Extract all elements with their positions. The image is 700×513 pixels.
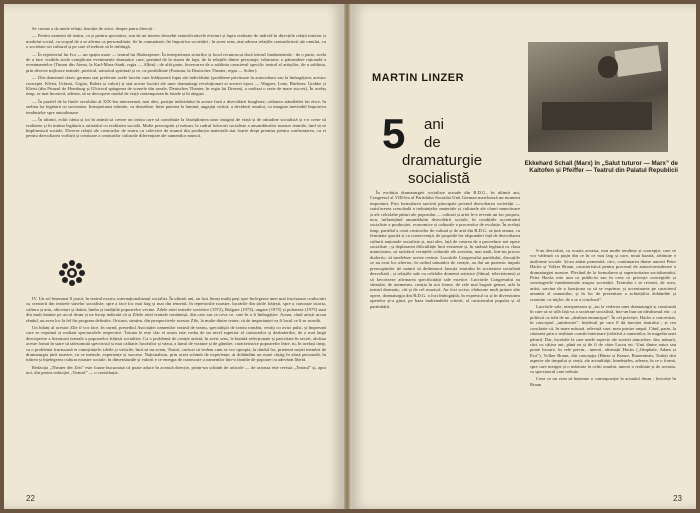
page-number-right: 23 [673, 494, 682, 503]
paragraph: Redacția „Theater der Zeit” este foarte bucuroasă că poate aduce în această direcție, printr-un schimb de articole — de aceasta este revista „Teatrul” și, apoi noi, din partea redacției „Teatrul” — o contribuție. [26, 364, 326, 376]
right-page [350, 4, 696, 509]
paragraph: — În ultimii, echii cânta și tot în animă să creeze un teatru care să contribuie la făuriplinirea unor imagini de viață și de atitudine socialistă și s-o creze să realizeze și în intima legătură a artistului cu realitatea socială. Multe preocupări și măsuri, la cadrul fulcrorii socialiste a ansamblurilor noastre teatrale, tind să se împlinească sociale. Diverse relații ale creatorilor de teatru cu colective de muncă din producția materială stat foarte drept premisa pentru confruntarea, cu ei pentru dezvoltarea vorbirii și creatoare a creaturilor culturale diferențiate ale oamenilor muncii. [26, 117, 326, 139]
photo-figure [598, 56, 618, 78]
paragraph: S-au dezvoltat, cu ocazia aceasta, mai multe tendințe și concepții, care se vor vădează ca puțin din ce în ce mai larg și care, nouă bazată, aleătuite e uniforme sociale. Și-au arătat pomenită, căci, continuarea dintre autorii Peter Hacks și Volker Braun, caracteristică pentru procesul de autoreconsiderare a dramaturgiei noastre. Plecând de la formularea și superioritatea socialismului, Peter Hacks este una ca publicist sau în ceea ce privește concepțiile și convingerile fundamentale asupra societății. Teatrului i se revenit, de acea, artist, sarcina de a funcționa ca să se exprime, și accentuarea pe caracterul umanist al oamenilor, și în loc de prezentare a achizițiilor dobândite și scontate, ca mijloc de a se a concluzii”. [530, 248, 676, 302]
photo-caption: Ekkehard Schall (Marx) în „Salut tuturor — Marx” de Kaltofen și Pfeiffer — Teatrul din Palatul Republicii [524, 160, 678, 174]
photo-sign [614, 45, 661, 77]
page-number-left: 22 [26, 494, 35, 503]
left-text-lower [26, 296, 326, 378]
right-text-col-1 [370, 190, 520, 311]
stage-photo [528, 42, 668, 152]
left-text-upper [26, 26, 326, 141]
paragraph: Ceea ce nu vrea să însemne o contrapoziție la actualul drum ; lectorițe în Braun [530, 376, 676, 387]
title-line: ani [424, 116, 445, 133]
title-numeral: 5 [382, 110, 406, 157]
paragraph: În evoluția dramaturgiei socialiste actuale din R.D.G., în ultimii ani, Congresul al VIII-lea al Partidului Socialist Unit German marchează un moment important. Prin formularea sarcinii principale privind dezvoltarea societății — satisfacerea crescândă a trebuințelor materiale și culturale ale clasei muncitoare și ale celorlalte pături ale poporului — culturii și artei le-a revenit un loc propriu, nou, influențând ansamblului dezvoltării sociale, în condițiile accentuării socialiste a producției, economice și culturale a proceselor de evoluție. În același timp, partidul a creat creatorilor de cultură și de artă din R.D.G. să țină seama, cu fermitate sporită și cu consecvență, de propriile lor răspunderi față de dezvoltarea culturii naționale socialiste și, mai ales, față de crearea de a proceduce noi opere socialiste ; și deplasarea dificultăție încă existente și, în strânsă legătură cu clasa muncitoare, să satisfacă cerințele culturale ale acesteia, mai mult, într-un proces dialectic, să modeleze aceste cerințe. Lucrările Congresului partidului, discuțiile ce au avut loc ulterior, în cadrul uniunilor de creație, au dat un puternic impuls preocupărilor de natură să definească funcția teatrului în societatea socialistă dezvoltată ; și relațiile sale cu celelalte domenii artistice (filmul, televiziunea) și să favorizeze afirmarea specificității sale estetice. Lucrările Congresului au stimulat, de asemenea, creația în noi forme, de cele mai bogate genuri, atât la teatrul dramatic, cât și de cel muzical. Au fost scrise, elaborate mult printre alte opere, dramaturgia din R.D.G. a fost îmbogățită, în expresiul ca și în diversitatea operelor și-a găsit, pe baza inalienabilei criterii, al caracterului popular și al partinității. [370, 190, 520, 309]
title-line: de [424, 134, 441, 151]
paragraph: Se cuvine a da unele relații, însoțite de orice, despre patru direcții : [32, 26, 155, 31]
author-name: MARTIN LINZER [372, 72, 465, 84]
title-line: socialistă [408, 170, 470, 187]
article-title [382, 110, 532, 188]
star-flower-emblem-icon [58, 259, 86, 287]
paragraph: — Din domeniul clasic german stat preferate acele lucrări care înfățișează lupta ale individului (probleme privitoare la autocultura sau la îmbogățirea acestor concepte. Kleist, Urfaust, Urgitz, Baleia și valori) și stat aceste lucrări ale unor dramaturgi revoluționari ai acestei epoci — Wagner, Lenz, Büchner, Grabbe și Kleist (din Prinzul de Homburg și Ulcicord spărgerea de scenele din ureale, Deutsches Theater, în regia lui Dresen), a realizat o serie de mare succes). În acelaș timp, se mai încearcă, adesea, să se descopere modul de viață contemporan în fatade și în aleguri. [26, 75, 326, 97]
title-line: dramaturgie [402, 152, 483, 169]
paragraph: Lucrările sale, interpretarea și „nu la vederea unei dramaturgii și construită în care să se află față va a societate socialistă, într-un bun un idealismul etic ; a politicii ca trăit de un „dealism emancipat”. În cel privește, Hacks a concentrat, în conceptul „antiteoriei”, înțelesul pe care îl dă funcției teatrului ; și cea concluzie că, în mare măsură, relevată care, meu printre ampii. Când, parte, la căutarea prin o realitate constit-interioare (relativă a oamenilor, în tragedia unei pături). Dar, lucrările la care unele aspecte ale acestei atmosfere, dar, măsură, căci cu câțiva ani, până eu și de fi de către Lucru etc. Unii dintre autor sau poate lucrare, în cele privin... uneori, afirmații Hacks („Omphale, Adam și Eva”), Volker Braun, din concepția (Hinze și Kunze, Bauernteatr, Tinka) sînt aspecte ale timpului și vieții, ale actualității, bineînțeles, adesea, în ce o formă, spre care mergea și o mărturie la ochii omului, uneori o realitate și de aceasta, ca spectatorul care trebuie. [530, 304, 676, 374]
left-page [4, 4, 344, 509]
paragraph: — Pentru oamenii de teatru, ca și pentru spectatori, stat de un interes deosebit semnificativele eforturi și lupta realizate de individ în direcțiile relații interior și modului social, cu scopul de a se afirma ca personalitate, fie în comunitate, fie împotriva societății ; în acest sens, atat adesea relațiile contradictorii ale omului, cu o societate ori cultural și pe care el trebuie să le infrângă. [26, 33, 326, 50]
paragraph: — În paralel de la finele secolului al XIX-lea interesează, mai ales, poziția individului în aceste fază a dezvoltării burgheze, calitatea stăndfaltei lui etice, în stelina lor legătură cu societatea. Interpretarea stârnite, cu deosebire, între puterea la lumină, angajați critică, a deciderii omului, ca imagine inevitabil împotriva tendințelor spre autoalinsare. [26, 98, 326, 115]
right-text-col-2 [530, 248, 676, 389]
photo-table [542, 102, 652, 130]
paragraph: Un bilanț al acestor Zile il vor face, în curnd, președiul Asociației oamenilor teatrul de teatru, specialiștii de teatru români, vestiți cu avizi pulsi, și împreună care se exprimă și realizat spectacolele respective. Totuna le este clar ei acum este vorba de un nivel superior al contactelor și dezbaterilor, de o mai largă descoperire a literaturii teatrale a popoarelor frățești socialiste. Ca o problemă de creație artistă, în acest sens, le înaintă selecționate și pasivitate în secret, alcătua aceste fomat în stare să talesomută spectrosul și mai calitativ lucrărilor și văzut, a lumii de viziune și de gândire, caracteristice popoarelor între, tu, în același timp, ca o problemă fructuoasă et cunoștințele, ideile și valorile, încă să nu avem, Teatrii, curiozi să vedem cum se vor upropia, la rândul lor, prietenii noștri membri de dramaturgia țării noastre, cu ce metode, experiențe și succese. Naționalism, prin acest schimb de experiențe, ai dobândim un mare câștig în afară personală, în trăirea și înțelegerea cultura noastre sociale, în dimensiunile și valorii e ce energia de cunoscute a oamenilor într-o familie de popoare cu adevărat liberă. [26, 325, 326, 363]
paragraph: — În repertoriul lui Ivo — un spațiu mare — teatrul lui Shakespeare. În interpretarea actorilor și locul recunoscut dacă teatrul fundamentale : de o parte, acela de a face vizibile acele complicate evenimente dramatice care, pornind de la starea de fapt, de la relațiile dintre personaje, izbucnesc o pătrundere rațională a evenimentelor (Timon din Atena, la Karl-Marx-Stadt, regia — Albin) ; de altă parte, încercarea de a sublinia caracterul specific teatral al artiștilor, de a sublinia, prin diverse mijloace teatrale, poetical, artistical spiritual și ce, ca posibilitate (Furtuna, la Deutsches Theater, regia — Solter). [26, 51, 326, 73]
paragraph: IV. Un rol însemnat îl joacă, în teatrul nostru, internaționalismul socialist. În ultimii ani, au fost făcuți mulți pași spre înclegerea unei mai fructuoase conlucrări cu creatorii din teatrele statelor socialiste, spre a face loc mai larg și mai din temeiul, în repertoriile noastre, lucrările din țările frățești, spre a cunoaște istoria, cultura și arta, obiceiuri și datini, limba și tradițiile popoarelor vecine. Zilele artei teatrale sovietice (1972), Bulgare (1973), ungare (1975) și poloneze (1975) sunt din mult înainte pe arcul drum și ne încep indicată că și Zilele artei teatrale românești, din care am ca ceva ce, care în a fi îmbogățire. Acum, când artiști urcau rândul, au avea loc la fel fin program definitiv. Oricum, simțim, din perspectivele acestor Zile, la multe dintre teatre, că de importanței va fi locul ce îi se acordă. [26, 296, 326, 323]
